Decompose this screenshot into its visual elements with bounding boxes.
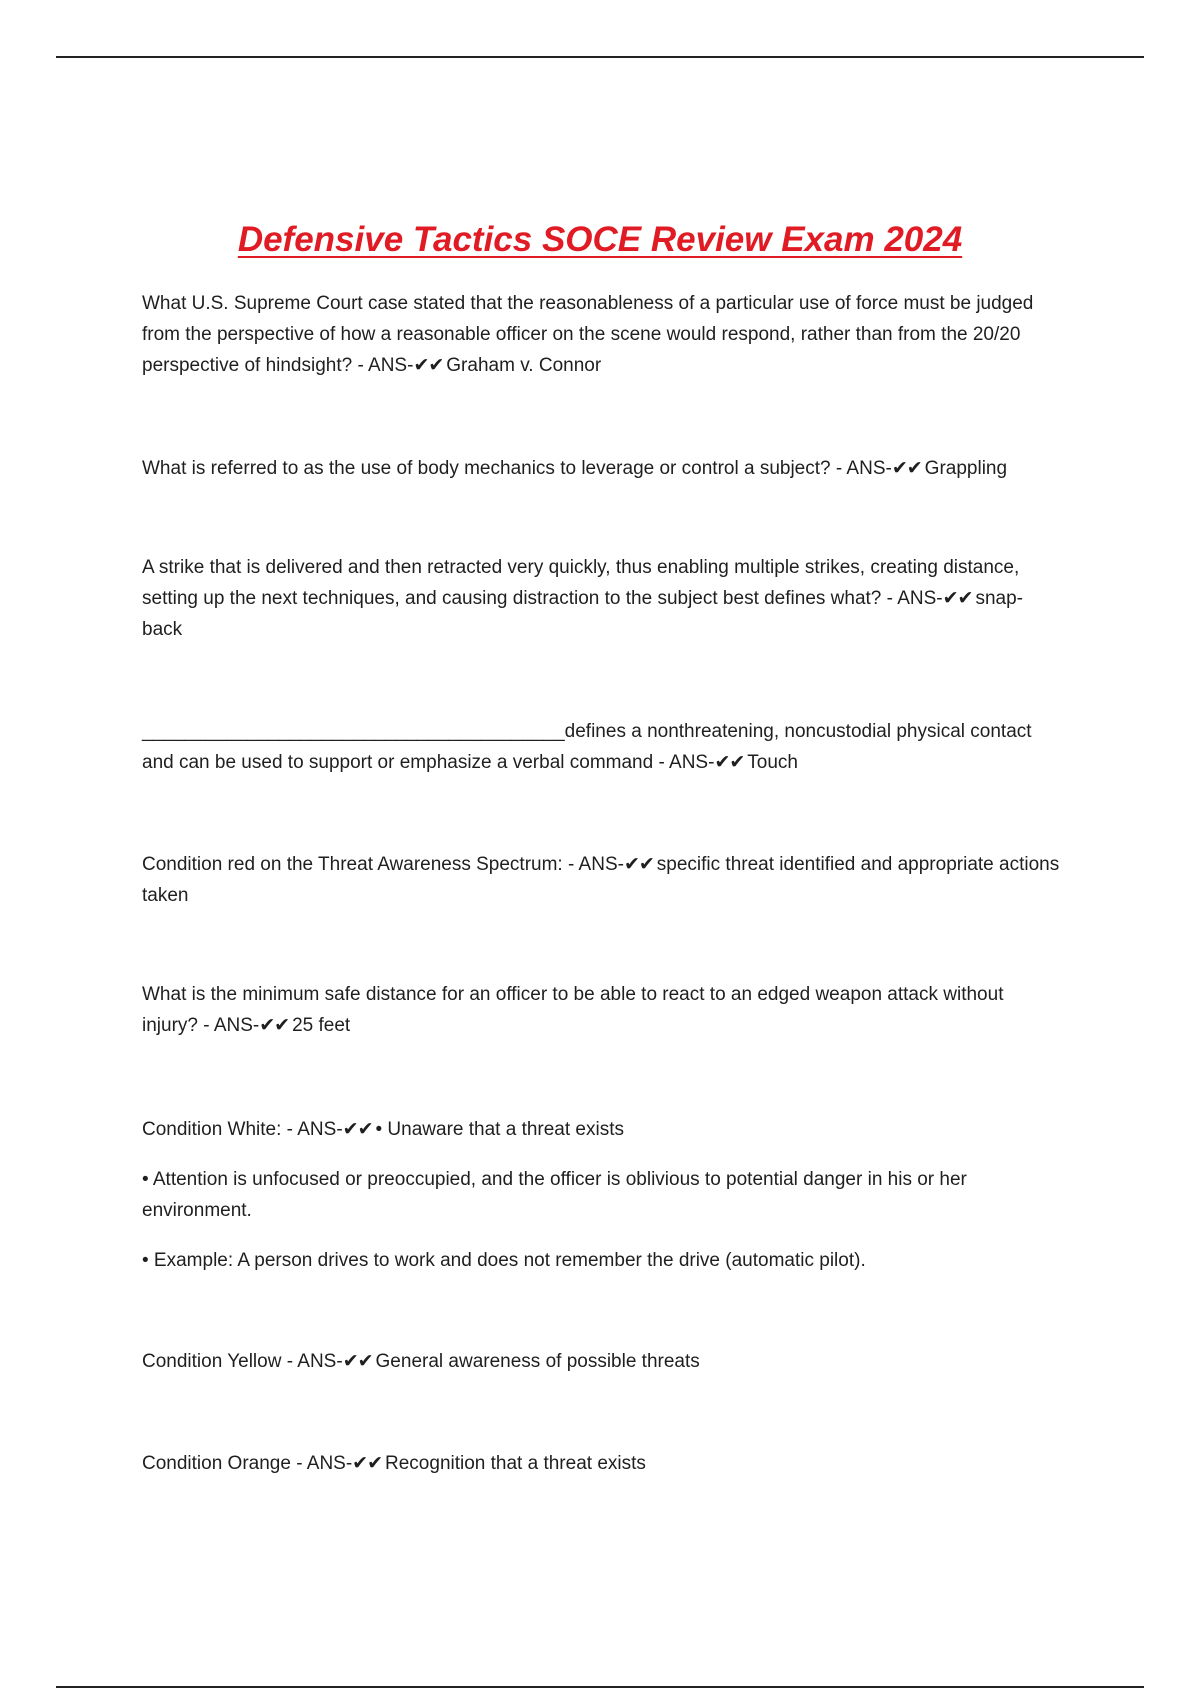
ans-prefix: ANS- (297, 1119, 343, 1140)
question-text: What is referred to as the use of body mechanics to leverage or control a subject? - (142, 458, 847, 479)
bottom-rule (56, 1686, 1144, 1688)
question-text: Condition White: - (142, 1119, 298, 1140)
check-icon: ✔✔ (942, 588, 973, 609)
ans-prefix: ANS- (213, 1015, 260, 1036)
answer-text: • Unaware that a threat exists (375, 1119, 624, 1140)
check-icon: ✔✔ (259, 1015, 290, 1036)
answer-text: specific threat identified and appropriate actions taken (142, 854, 1060, 906)
check-icon: ✔✔ (342, 1351, 373, 1372)
qa-item-9 (142, 1448, 1062, 1479)
qa-item-6 (142, 979, 1062, 1041)
qa-item-4 (142, 716, 1062, 778)
ans-prefix: ANS- (846, 458, 892, 479)
qa-item-3 (142, 552, 1062, 645)
qa-item-1 (142, 288, 1062, 381)
check-icon: ✔✔ (413, 355, 444, 376)
check-icon: ✔✔ (623, 854, 654, 875)
answer-text: 25 feet (292, 1015, 351, 1036)
check-icon: ✔✔ (714, 752, 745, 773)
ans-prefix: ANS- (297, 1351, 343, 1372)
question-text: What is the minimum safe distance for an officer to be able to react to an edged weapon attack without injury? - (142, 984, 1004, 1036)
question-text: Condition Yellow - (142, 1351, 298, 1372)
question-text: ________________________________________defines a nonthreatening, noncustodial physical contact and can be used to support or emphasize a verbal command - (142, 721, 1032, 773)
question-text: Condition Orange - (142, 1453, 307, 1474)
ans-prefix: ANS- (368, 355, 414, 376)
answer-text: Recognition that a threat exists (385, 1453, 646, 1474)
check-icon: ✔✔ (342, 1119, 373, 1140)
answer-text: Grappling (924, 458, 1008, 479)
question-text: A strike that is delivered and then retracted very quickly, thus enabling multiple strikes, creating distance, setting up the next techniques, and causing distraction to the subject best defines what? - (142, 557, 1020, 609)
qa-item-5 (142, 849, 1062, 911)
ans-prefix: ANS- (306, 1453, 353, 1474)
question-text: Condition red on the Threat Awareness Spectrum: - (142, 854, 579, 875)
answer-text: snap-back (142, 588, 1023, 640)
answer-text: Touch (747, 752, 798, 773)
condition-white-detail-2: • Example: A person drives to work and does not remember the drive (automatic pilot). (142, 1250, 866, 1271)
ans-prefix: ANS- (669, 752, 715, 773)
ans-prefix: ANS- (578, 854, 624, 875)
answer-text: Graham v. Connor (446, 355, 602, 376)
ans-prefix: ANS- (897, 588, 943, 609)
check-icon: ✔✔ (891, 458, 922, 479)
qa-item-7 (142, 1114, 1062, 1145)
qa-item-8 (142, 1346, 1062, 1377)
question-text: What U.S. Supreme Court case stated that the reasonableness of a particular use of force must be judged from the perspective of how a reasonable officer on the scene would respond, rather than from the 20/20 perspective of hindsight? - (142, 293, 1034, 376)
check-icon: ✔✔ (352, 1453, 383, 1474)
page-title: Defensive Tactics SOCE Review Exam 2024 (237, 220, 963, 259)
top-rule (56, 56, 1144, 58)
qa-item-2 (142, 453, 1062, 484)
answer-text: General awareness of possible threats (375, 1351, 700, 1372)
condition-white-detail-1: • Attention is unfocused or preoccupied, and the officer is oblivious to potential danger in his or her environment. (142, 1169, 967, 1221)
